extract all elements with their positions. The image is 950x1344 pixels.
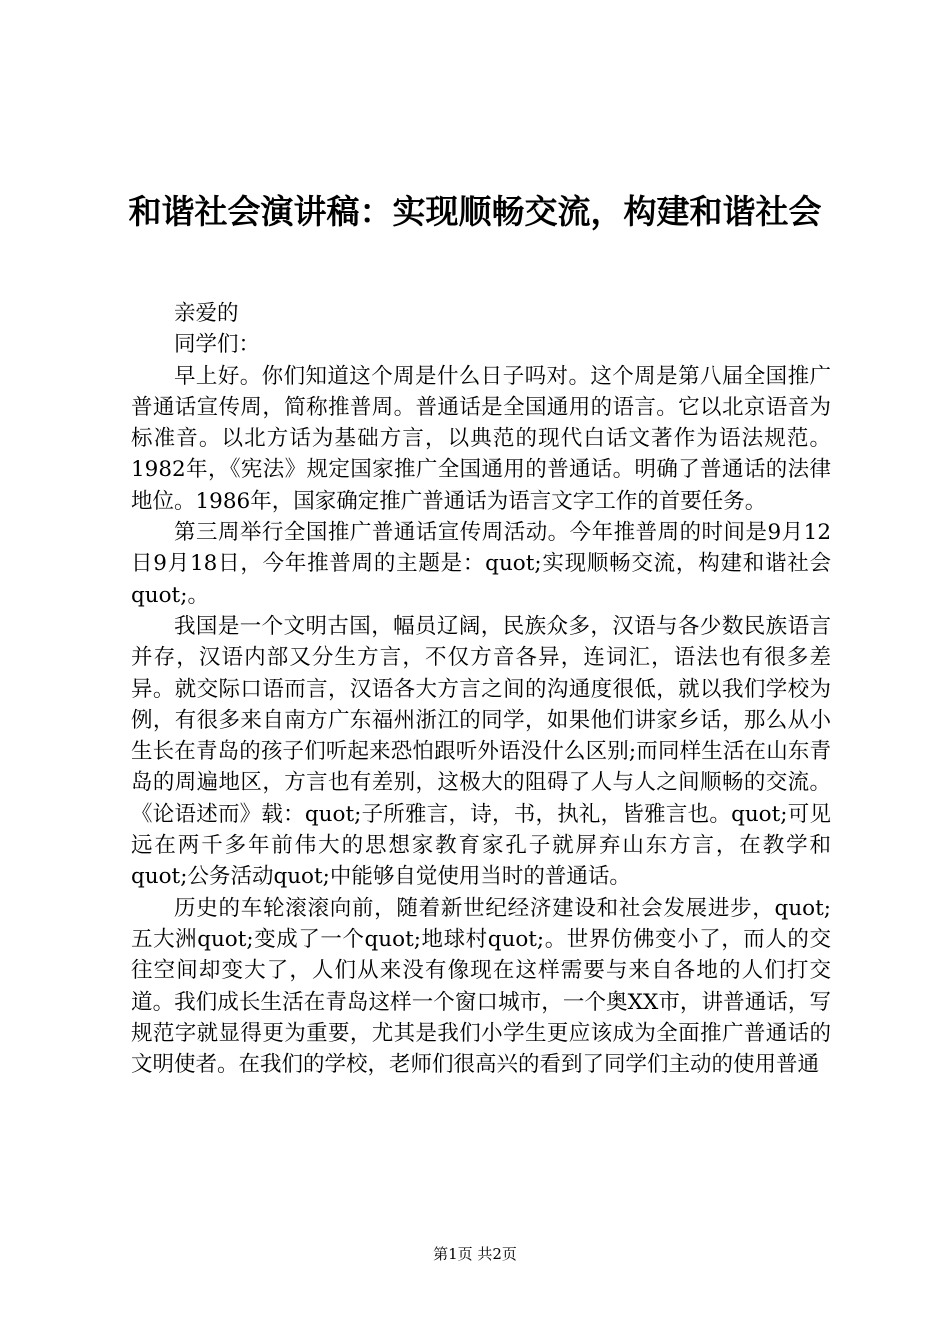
paragraph: 历史的车轮滚滚向前，随着新世纪经济建设和社会发展进步，quot;五大洲quot;变成了一个quot;地球村quot;。世界仿佛变小了，而人的交往空间却变大了，人们从来没有像现在这样需要与来自各地的人们打交道。我们成长生活在青岛这样一个窗口城市，一个奥XX市，讲普通话，写规范字就显得更为重要，尤其是我们小学生更应该成为全面推广普通话的文明使者。在我们的学校，老师们很高兴的看到了同学们主动的使用普通 xyxy=(131,895,831,1078)
salutation-line-2: 同学们： xyxy=(174,332,261,358)
document-title: 和谐社会演讲稿：实现顺畅交流，构建和谐社会 xyxy=(128,192,822,231)
page-footer: 第1页 共2页 xyxy=(433,1245,517,1263)
paragraph: 早上好。你们知道这个周是什么日子吗对。这个周是第八届全国推广普通话宣传周，简称推普周。普通话是全国通用的语言。它以北京语音为标准音。以北方话为基础方言，以典范的现代白话文著作为语法规范。1982年，《宪法》规定国家推广全国通用的普通话。明确了普通话的法律地位。1986年，国家确定推广普通话为语言文字工作的首要任务。 xyxy=(131,363,831,514)
salutation-line-1: 亲爱的 xyxy=(174,301,239,326)
paragraph: 我国是一个文明古国，幅员辽阔，民族众多，汉语与各少数民族语言并存，汉语内部又分生方言，不仅方音各异，连词汇，语法也有很多差异。就交际口语而言，汉语各大方言之间的沟通度很低，就以我们学校为例，有很多来自南方广东福州浙江的同学，如果他们讲家乡话，那么从小生长在青岛的孩子们听起来恐怕跟听外语没什么区别;而同样生活在山东青岛的周遍地区，方言也有差别，这极大的阻碍了人与人之间顺畅的交流。《论语述而》载：quot;子所雅言，诗，书，执礼，皆雅言也。quot;可见远在两千多年前伟大的思想家教育家孔子就屏弃山东方言，在教学和quot;公务活动quot;中能够自觉使用当时的普通话。 xyxy=(131,613,831,890)
document-body xyxy=(131,298,831,1080)
paragraph: 第三周举行全国推广普通话宣传周活动。今年推普周的时间是9月12日9月18日，今年推普周的主题是：quot;实现顺畅交流，构建和谐社会quot;。 xyxy=(131,520,831,608)
